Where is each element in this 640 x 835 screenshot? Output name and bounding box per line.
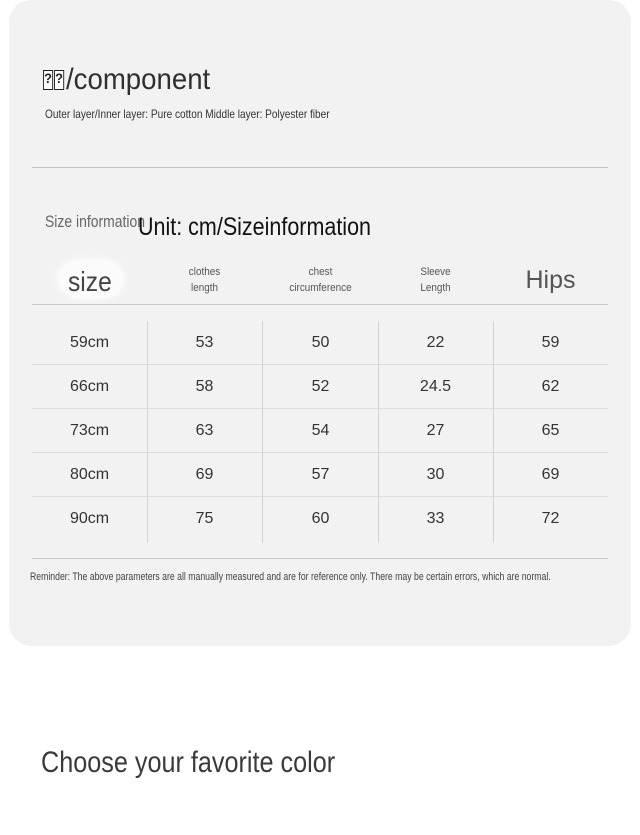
header-clothes-length: clothes length	[188, 266, 221, 294]
cell-size: 73cm	[69, 422, 110, 439]
header-size-label: size	[67, 266, 112, 297]
header-sleeve-length: Sleeve Length	[420, 266, 451, 294]
cell-chest: 57	[311, 466, 330, 483]
cell-sleeve: 22	[426, 334, 445, 351]
table-row	[32, 453, 608, 497]
cell-chest: 54	[311, 422, 330, 439]
cell-hips: 65	[541, 422, 560, 439]
header-size	[32, 256, 147, 304]
cell-sleeve: 33	[426, 510, 445, 527]
size-table-header	[32, 256, 608, 304]
column-divider	[378, 321, 379, 543]
cell-hips: 72	[541, 510, 560, 527]
table-row	[32, 365, 608, 409]
cell-chest: 50	[311, 334, 330, 351]
table-row	[32, 409, 608, 453]
cell-clothes-length: 53	[195, 334, 214, 351]
cell-hips: 59	[541, 334, 560, 351]
measurement-reminder: Reminder: The above parameters are all manually measured and are for reference only. There may be certain errors, which are normal.	[30, 571, 551, 583]
cell-size: 80cm	[69, 466, 110, 483]
unit-overlay-text: Unit: cm/Sizeinformation	[138, 213, 372, 241]
component-title-text: /component	[66, 63, 211, 96]
size-table-body	[32, 321, 608, 541]
cell-clothes-length: 69	[195, 466, 214, 483]
header-divider	[32, 304, 608, 305]
cell-sleeve: 30	[426, 466, 445, 483]
cell-clothes-length: 63	[195, 422, 214, 439]
table-row	[32, 497, 608, 541]
missing-glyph-icon	[54, 70, 64, 90]
cell-size: 66cm	[69, 378, 110, 395]
section-divider	[32, 167, 608, 168]
cell-hips: 62	[541, 378, 560, 395]
cell-size: 90cm	[69, 510, 110, 527]
material-description: Outer layer/Inner layer: Pure cotton Middle layer: Polyester fiber	[45, 107, 330, 121]
cell-clothes-length: 58	[195, 378, 214, 395]
choose-color-heading: Choose your favorite color	[41, 746, 336, 779]
size-information-label: Size information	[45, 212, 145, 231]
cell-sleeve: 24.5	[419, 378, 452, 395]
header-hips: Hips	[525, 265, 576, 294]
cell-chest: 52	[311, 378, 330, 395]
column-divider	[493, 321, 494, 543]
cell-sleeve: 27	[426, 422, 445, 439]
cell-size: 59cm	[69, 334, 110, 351]
column-divider	[262, 321, 263, 543]
table-row	[32, 321, 608, 365]
cell-chest: 60	[311, 510, 330, 527]
missing-glyph-icon	[43, 70, 53, 90]
cell-clothes-length: 75	[195, 510, 214, 527]
reminder-divider	[32, 558, 608, 559]
component-title	[43, 60, 210, 100]
column-divider	[147, 321, 148, 543]
header-chest-circumference: chest circumference	[289, 266, 352, 294]
cell-hips: 69	[541, 466, 560, 483]
